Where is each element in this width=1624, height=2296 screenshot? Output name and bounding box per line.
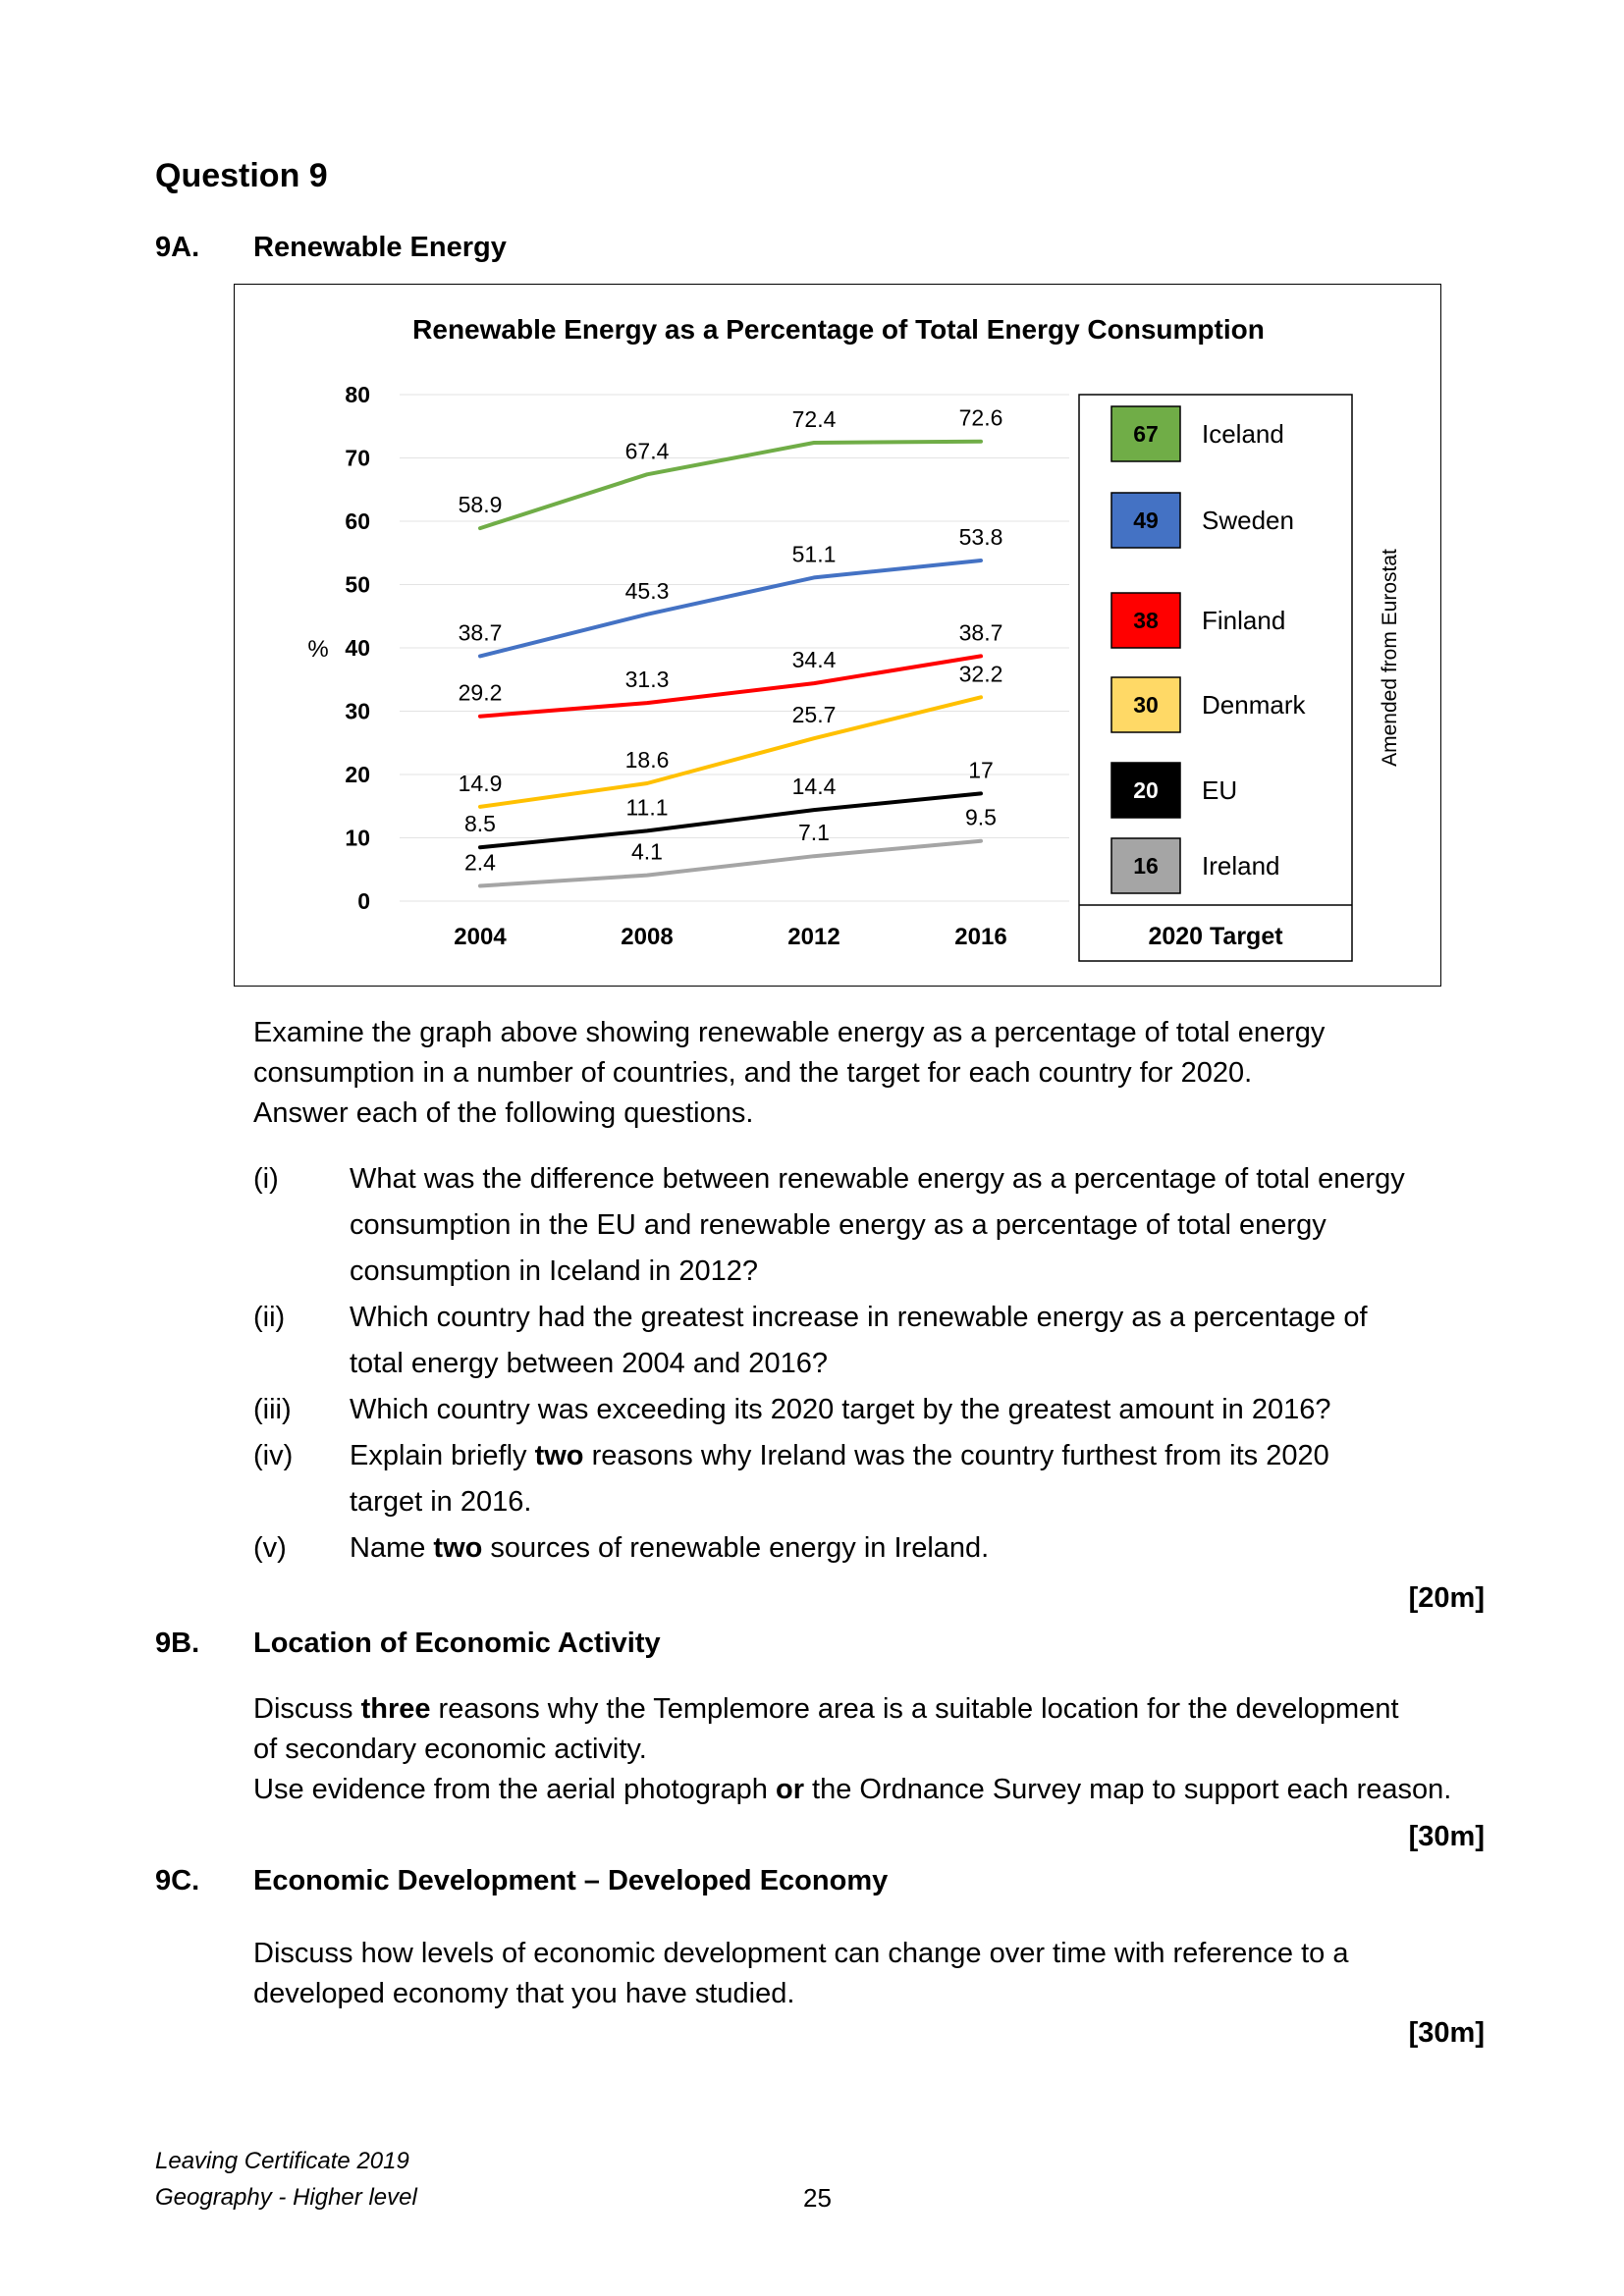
intro-line-2: consumption in a number of countries, and the target for each country for 2020. bbox=[253, 1057, 1253, 1089]
chart-title: Renewable Energy as a Percentage of Total Energy Consumption bbox=[412, 314, 1265, 345]
data-label-ireland-2004: 2.4 bbox=[464, 849, 496, 876]
question-iii-line-1: Which country was exceeding its 2020 target by the greatest amount in 2016? bbox=[350, 1394, 1331, 1425]
series-line-iceland bbox=[480, 442, 981, 528]
target-value-sweden: 49 bbox=[1133, 507, 1159, 533]
question-iv-text bbox=[350, 1433, 1528, 1525]
data-label-denmark-2008: 18.6 bbox=[624, 747, 670, 774]
target-value-finland: 38 bbox=[1133, 608, 1159, 633]
data-label-eu-2016: 17 bbox=[968, 757, 994, 783]
data-label-ireland-2012: 7.1 bbox=[798, 820, 830, 846]
question-iii-number: (iii) bbox=[253, 1394, 292, 1425]
question-i-line-1: What was the difference between renewable energy as a percentage of total energy bbox=[350, 1163, 1405, 1195]
question-title: Question 9 bbox=[155, 157, 328, 194]
section-a-title: Renewable Energy bbox=[253, 232, 507, 263]
x-tick-2004: 2004 bbox=[454, 924, 507, 950]
section-a-marks: [20m] bbox=[1408, 1582, 1485, 1614]
target-value-denmark: 30 bbox=[1133, 692, 1159, 718]
section-c-marks: [30m] bbox=[1408, 2017, 1485, 2049]
question-v-number: (v) bbox=[253, 1532, 287, 1564]
source-note: Amended from Eurostat bbox=[1379, 549, 1401, 767]
target-legend-title: 2020 Target bbox=[1148, 923, 1283, 950]
question-iv-line-2: target in 2016. bbox=[350, 1486, 532, 1518]
question-v-post: sources of renewable energy in Ireland. bbox=[482, 1532, 990, 1564]
question-i-line-2: consumption in the EU and renewable energy as a percentage of total energy bbox=[350, 1209, 1326, 1241]
data-label-finland-2008: 31.3 bbox=[624, 667, 670, 693]
section-b-line-3-pre: Use evidence from the aerial photograph bbox=[253, 1774, 776, 1805]
target-value-eu: 20 bbox=[1133, 777, 1159, 803]
target-value-ireland: 16 bbox=[1133, 853, 1159, 879]
footer-subject-level: Geography - Higher level bbox=[155, 2184, 417, 2211]
section-b-body bbox=[253, 1689, 1608, 1810]
question-i-number: (i) bbox=[253, 1163, 279, 1195]
section-b-line-3-post: the Ordnance Survey map to support each reason. bbox=[803, 1774, 1452, 1805]
y-tick-50: 50 bbox=[345, 571, 370, 598]
y-axis-label: % bbox=[307, 636, 329, 663]
section-c-line-2: developed economy that you have studied. bbox=[253, 1978, 795, 2009]
data-label-iceland-2004: 58.9 bbox=[458, 492, 503, 518]
question-v-bold: two bbox=[433, 1532, 483, 1564]
intro-line-1: Examine the graph above showing renewable energy as a percentage of total energy bbox=[253, 1017, 1326, 1048]
section-b-line-2: of secondary economic activity. bbox=[253, 1734, 647, 1765]
y-tick-0: 0 bbox=[357, 888, 370, 914]
question-iv-number: (iv) bbox=[253, 1440, 294, 1471]
data-label-eu-2004: 8.5 bbox=[464, 811, 496, 837]
x-tick-2012: 2012 bbox=[787, 924, 840, 950]
question-ii-line-2: total energy between 2004 and 2016? bbox=[350, 1348, 828, 1379]
series-line-denmark bbox=[480, 697, 981, 807]
series-line-eu bbox=[480, 793, 981, 847]
section-a-intro bbox=[253, 1013, 1569, 1134]
x-tick-2016: 2016 bbox=[954, 924, 1007, 950]
page-number: 25 bbox=[803, 2183, 832, 2213]
y-tick-60: 60 bbox=[345, 508, 370, 534]
section-b-line-1-post: reasons why the Templemore area is a suitable location for the development bbox=[430, 1693, 1399, 1725]
data-label-ireland-2016: 9.5 bbox=[965, 804, 997, 830]
intro-line-3: Answer each of the following questions. bbox=[253, 1097, 754, 1129]
question-ii-number: (ii) bbox=[253, 1302, 286, 1333]
series-line-sweden bbox=[480, 561, 981, 656]
series-line-ireland bbox=[480, 838, 981, 886]
question-iv-pre: Explain briefly bbox=[350, 1440, 535, 1471]
target-value-iceland: 67 bbox=[1133, 421, 1159, 447]
section-c-title: Economic Development – Developed Economy bbox=[253, 1865, 889, 1896]
data-label-finland-2004: 29.2 bbox=[458, 679, 503, 706]
section-b-line-3-bold: or bbox=[775, 1774, 804, 1805]
series-line-finland bbox=[480, 656, 981, 716]
question-v-text bbox=[350, 1525, 1528, 1572]
target-name-eu: EU bbox=[1202, 775, 1238, 805]
data-label-eu-2012: 14.4 bbox=[791, 774, 837, 800]
data-label-iceland-2016: 72.6 bbox=[958, 404, 1003, 431]
question-ii-line-1: Which country had the greatest increase in renewable energy as a percentage of bbox=[350, 1302, 1368, 1333]
section-b-title: Location of Economic Activity bbox=[253, 1628, 661, 1659]
y-tick-10: 10 bbox=[345, 825, 370, 851]
data-label-finland-2016: 38.7 bbox=[958, 619, 1003, 646]
section-b-number: 9B. bbox=[155, 1628, 200, 1659]
y-tick-40: 40 bbox=[345, 635, 370, 661]
section-b-line-1-pre: Discuss bbox=[253, 1693, 361, 1725]
section-c-line-1: Discuss how levels of economic development can change over time with reference to a bbox=[253, 1938, 1349, 1969]
x-tick-2008: 2008 bbox=[621, 924, 674, 950]
data-label-sweden-2004: 38.7 bbox=[458, 619, 503, 646]
question-ii-text bbox=[350, 1295, 1528, 1387]
data-label-denmark-2004: 14.9 bbox=[458, 770, 503, 796]
section-c-number: 9C. bbox=[155, 1865, 200, 1896]
data-label-iceland-2008: 67.4 bbox=[624, 438, 670, 464]
target-name-sweden: Sweden bbox=[1202, 506, 1294, 535]
data-label-ireland-2008: 4.1 bbox=[631, 838, 663, 865]
question-iii-text bbox=[350, 1387, 1528, 1433]
data-label-iceland-2012: 72.4 bbox=[791, 406, 837, 433]
footer-exam-name: Leaving Certificate 2019 bbox=[155, 2148, 409, 2174]
target-name-iceland: Iceland bbox=[1202, 419, 1284, 449]
renewable-energy-chart bbox=[234, 284, 1441, 987]
y-tick-80: 80 bbox=[345, 382, 370, 407]
section-b-marks: [30m] bbox=[1408, 1821, 1485, 1852]
question-iv-post: reasons why Ireland was the country furthest from its 2020 bbox=[583, 1440, 1329, 1471]
y-tick-20: 20 bbox=[345, 762, 370, 787]
section-b-line-1-bold: three bbox=[360, 1693, 431, 1725]
data-label-sweden-2008: 45.3 bbox=[624, 577, 670, 604]
data-label-eu-2008: 11.1 bbox=[625, 794, 669, 821]
section-c-body bbox=[253, 1934, 1569, 2014]
question-iv-bold: two bbox=[534, 1440, 584, 1471]
question-i-text bbox=[350, 1156, 1528, 1295]
y-tick-70: 70 bbox=[345, 445, 370, 471]
data-label-denmark-2016: 32.2 bbox=[958, 661, 1003, 687]
section-a-number: 9A. bbox=[155, 232, 200, 263]
data-label-sweden-2016: 53.8 bbox=[958, 523, 1003, 550]
target-name-ireland: Ireland bbox=[1202, 851, 1280, 881]
chart-svg bbox=[235, 285, 1442, 988]
question-v-pre: Name bbox=[350, 1532, 434, 1564]
y-tick-30: 30 bbox=[345, 698, 370, 724]
target-name-finland: Finland bbox=[1202, 606, 1286, 635]
question-i-line-3: consumption in Iceland in 2012? bbox=[350, 1255, 758, 1287]
data-label-sweden-2012: 51.1 bbox=[791, 541, 837, 567]
target-name-denmark: Denmark bbox=[1202, 690, 1306, 720]
data-label-denmark-2012: 25.7 bbox=[791, 702, 837, 728]
data-label-finland-2012: 34.4 bbox=[791, 647, 837, 673]
